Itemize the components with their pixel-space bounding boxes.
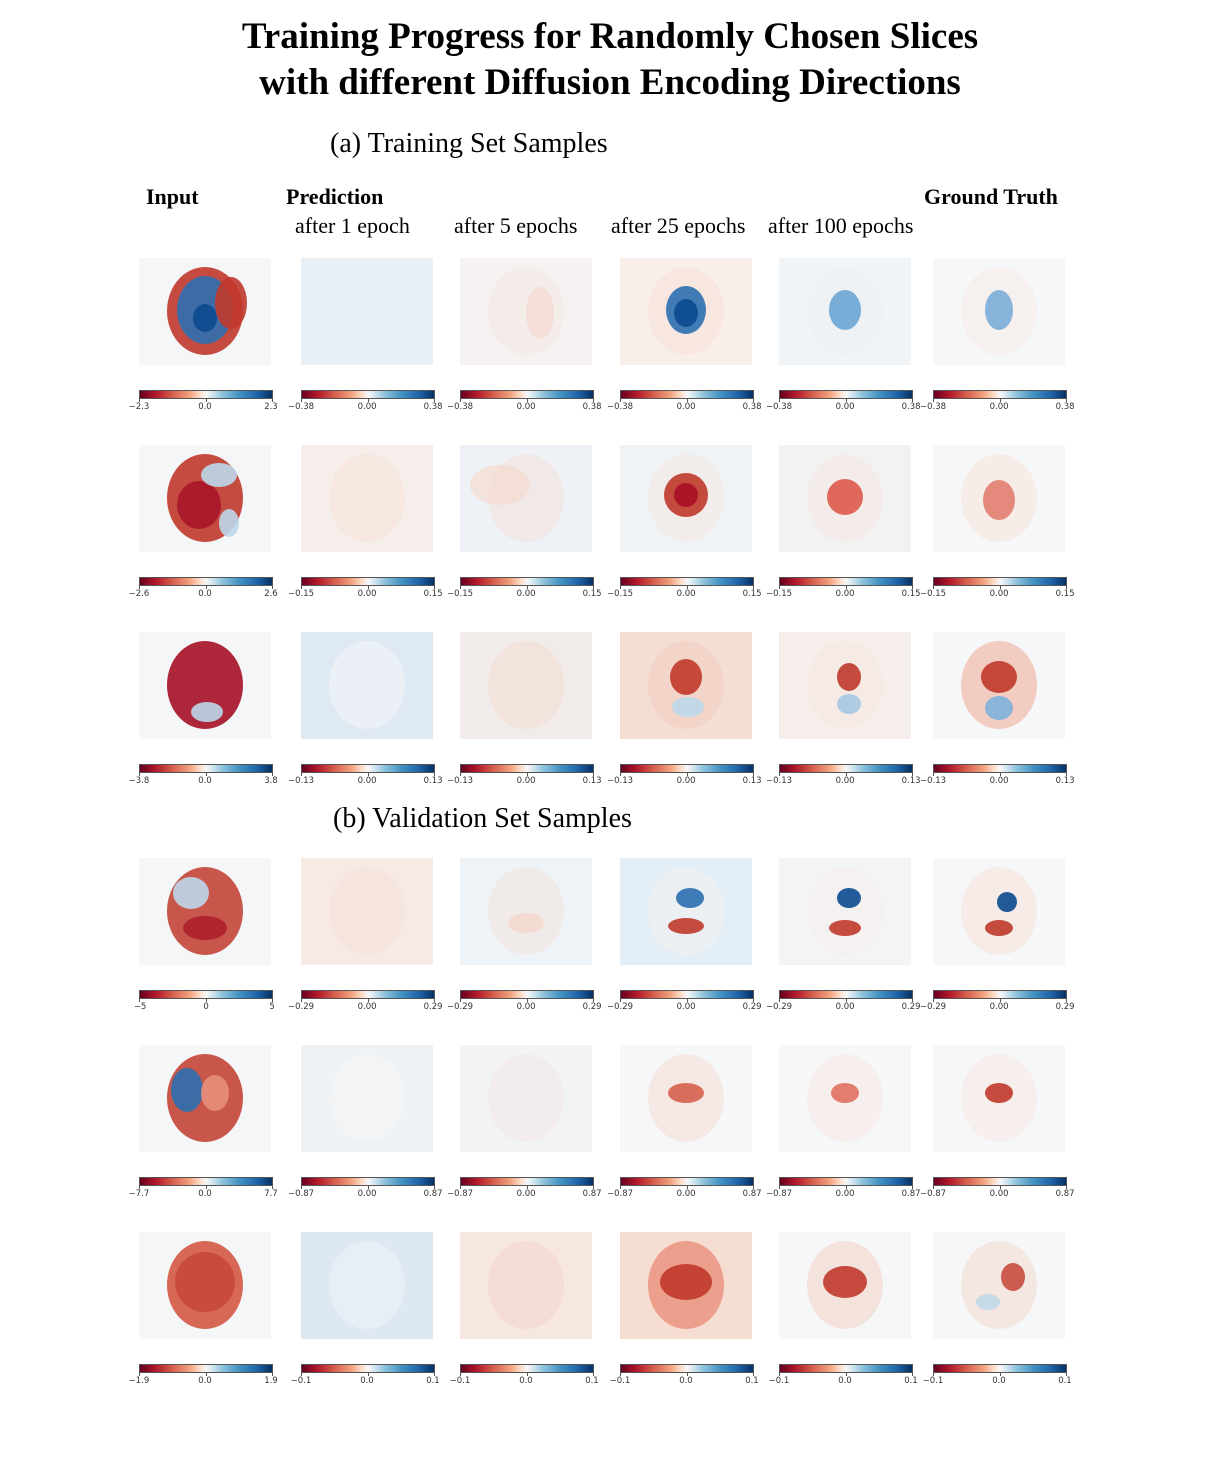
colorbar-tick-label: 0.0 [360,1376,374,1386]
colorbar-row4-ground-truth [920,990,1075,1012]
slice-image-row1-after-25-epochs [620,258,752,365]
colorbar-row4-after-1-epoch [288,990,443,1012]
colorbar-gradient [139,390,273,399]
slice-image-row5-ground-truth [933,1045,1065,1152]
colorbar-gradient [301,764,435,773]
colorbar-gradient [620,390,754,399]
colorbar-gradient [139,1177,273,1186]
signal-blob [676,888,704,908]
colorbar-tick-label: 0.87 [742,1189,762,1199]
colorbar-tick-label: 0.00 [676,776,696,786]
colorbar-tick-label: −0.13 [288,776,315,786]
colorbar-tick-label: −0.13 [447,776,474,786]
colorbar-gradient [460,1364,594,1373]
colorbar-tick-label: 0.00 [676,589,696,599]
colorbar-tick-label: −0.29 [447,1002,474,1012]
brain-slice-shape [329,1054,405,1142]
slice-image-row6-input [139,1232,271,1339]
colorbar-tick-label: −0.13 [766,776,793,786]
colorbar-gradient [933,1177,1067,1186]
colorbar-tick-label: 1.9 [264,1376,278,1386]
signal-blob [983,480,1015,520]
colorbar-tick-label: 0.13 [423,776,443,786]
signal-blob [177,481,221,529]
colorbar-tick-label: 0.38 [582,402,602,412]
colorbar-gradient [933,764,1067,773]
colorbar-gradient [779,990,913,999]
colorbar-tick-label: 0.0 [198,402,212,412]
colorbar-row4-after-100-epochs [766,990,921,1012]
signal-blob [193,304,217,332]
colorbar-row1-after-5-epochs [447,390,602,412]
colorbar-gradient [779,1364,913,1373]
brain-slice-shape [488,1054,564,1142]
slice-image-row1-after-1-epoch [301,258,433,365]
signal-blob [526,287,554,339]
colorbar-row3-after-1-epoch [288,764,443,786]
colorbar-tick-label: 0.00 [835,402,855,412]
colorbar-tick-label: −0.1 [609,1376,631,1386]
colorbar-tick-label: 0.87 [1055,1189,1075,1199]
colorbar-tick-label: 0.00 [835,1002,855,1012]
slice-image-row4-after-5-epochs [460,858,592,965]
slice-image-row6-after-100-epochs [779,1232,911,1339]
signal-blob [668,1083,704,1103]
colorbar-tick-label: 0.00 [989,1002,1009,1012]
colorbar-tick-label: 0.38 [423,402,443,412]
brain-slice-shape [329,1241,405,1329]
section-a-label: (a) Training Set Samples [330,128,608,159]
colorbar-tick-label: 0.38 [1055,402,1075,412]
colorbar-tick-label: −0.1 [290,1376,312,1386]
colorbar-tick-label: 0.00 [835,1189,855,1199]
colorbar-row5-input [128,1177,278,1199]
colorbar-tick-label: −0.15 [288,589,315,599]
colorbar-row2-after-25-epochs [607,577,762,599]
colorbar-tick-label: −2.6 [128,589,150,599]
slice-image-row1-after-5-epochs [460,258,592,365]
slice-image-row6-after-1-epoch [301,1232,433,1339]
slice-image-row3-input [139,632,271,739]
colorbar-tick-label: 0.00 [676,1002,696,1012]
slice-image-row6-ground-truth [933,1232,1065,1339]
colorbar-tick-label: 0.1 [745,1376,759,1386]
signal-blob [829,920,861,936]
colorbar-gradient [139,577,273,586]
slice-image-row5-after-5-epochs [460,1045,592,1152]
colorbar-tick-label: 0.29 [423,1002,443,1012]
slice-image-row4-after-1-epoch [301,858,433,965]
colorbar-row1-after-100-epochs [766,390,921,412]
colorbar-tick-label: −0.87 [288,1189,315,1199]
slice-image-row2-after-5-epochs [460,445,592,552]
slice-image-row1-ground-truth [933,258,1065,365]
slice-image-row6-after-5-epochs [460,1232,592,1339]
column-header-prediction: Prediction [286,184,384,209]
colorbar-row2-after-1-epoch [288,577,443,599]
colorbar-tick-label: 0.87 [582,1189,602,1199]
brain-slice-shape [488,867,564,955]
colorbar-tick-label: 0.1 [904,1376,918,1386]
title-line-1: Training Progress for Randomly Chosen Slices [241,16,979,57]
title-line-2: with different Diffusion Encoding Directions [259,62,961,103]
slice-image-row1-after-100-epochs [779,258,911,365]
colorbar-gradient [933,390,1067,399]
brain-slice-shape [648,867,724,955]
slice-image-row5-after-1-epoch [301,1045,433,1152]
colorbar-tick-label: −0.38 [288,402,315,412]
signal-blob [674,299,698,327]
colorbar-gradient [620,764,754,773]
colorbar-tick-label: −0.15 [920,589,947,599]
brain-slice-shape [488,1241,564,1329]
slice-image-row4-after-25-epochs [620,858,752,965]
colorbar-tick-label: 0.38 [901,402,921,412]
signal-blob [829,290,861,330]
colorbar-tick-label: 2.3 [264,402,278,412]
slice-image-row5-after-100-epochs [779,1045,911,1152]
colorbar-tick-label: −0.29 [920,1002,947,1012]
signal-blob [981,661,1017,693]
colorbar-tick-label: 0.15 [742,589,762,599]
colorbar-gradient [301,1177,435,1186]
colorbar-tick-label: 0.00 [357,1189,377,1199]
slice-image-row3-after-25-epochs [620,632,752,739]
colorbar-row6-input [128,1364,278,1386]
colorbar-tick-label: −0.87 [920,1189,947,1199]
colorbar-gradient [460,390,594,399]
colorbar-gradient [301,1364,435,1373]
colorbar-gradient [460,990,594,999]
colorbar-tick-label: 0.00 [989,776,1009,786]
signal-blob [985,1083,1013,1103]
colorbar-tick-label: −0.15 [447,589,474,599]
colorbar-row6-ground-truth [922,1364,1072,1386]
colorbar-gradient [779,577,913,586]
colorbar-tick-label: −0.38 [447,402,474,412]
colorbar-tick-label: 0.13 [901,776,921,786]
slice-image-row2-after-100-epochs [779,445,911,552]
colorbar-tick-label: 0.0 [679,1376,693,1386]
colorbar-row2-after-100-epochs [766,577,921,599]
signal-blob [976,1294,1000,1310]
section-b-label: (b) Validation Set Samples [333,803,632,834]
slice-image-row2-input [139,445,271,552]
signal-blob [201,463,237,487]
brain-slice-shape [329,867,405,955]
colorbar-tick-label: 0.15 [901,589,921,599]
signal-blob [508,913,544,933]
brain-slice-shape [329,641,405,729]
signal-blob [837,663,861,691]
colorbar-tick-label: −5 [133,1002,147,1012]
colorbar-tick-label: −0.38 [920,402,947,412]
colorbar-gradient [301,990,435,999]
column-header-after-25-epochs: after 25 epochs [611,213,746,238]
signal-blob [171,1068,203,1112]
colorbar-tick-label: 0.0 [198,1376,212,1386]
colorbar-tick-label: 0.13 [1055,776,1075,786]
colorbar-row5-ground-truth [920,1177,1075,1199]
colorbar-row4-after-5-epochs [447,990,602,1012]
brain-slice-shape [167,867,243,955]
colorbar-gradient [301,390,435,399]
signal-blob [997,892,1017,912]
brain-slice-shape [488,641,564,729]
colorbar-gradient [460,1177,594,1186]
signal-blob [175,1252,235,1312]
slice-image-row4-input [139,858,271,965]
colorbar-row3-after-5-epochs [447,764,602,786]
colorbar-tick-label: 0.87 [901,1189,921,1199]
colorbar-tick-label: −0.29 [607,1002,634,1012]
colorbar-tick-label: 0.1 [1058,1376,1072,1386]
signal-blob [672,697,704,717]
colorbar-tick-label: −0.1 [449,1376,471,1386]
colorbar-row5-after-5-epochs [447,1177,602,1199]
brain-slice-shape [961,1241,1037,1329]
signal-blob [985,920,1013,936]
colorbar-row1-after-25-epochs [607,390,762,412]
colorbar-tick-label: −0.1 [922,1376,944,1386]
colorbar-tick-label: 0.0 [519,1376,533,1386]
signal-blob [470,465,530,505]
colorbar-row5-after-100-epochs [766,1177,921,1199]
column-header-after-100-epochs: after 100 epochs [768,213,914,238]
colorbar-tick-label: 7.7 [264,1189,278,1199]
colorbar-row5-after-1-epoch [288,1177,443,1199]
colorbar-row2-ground-truth [920,577,1075,599]
colorbar-tick-label: −2.3 [128,402,150,412]
slice-image-row3-after-1-epoch [301,632,433,739]
colorbar-tick-label: 0 [203,1002,209,1012]
colorbar-row4-after-25-epochs [607,990,762,1012]
signal-blob [1001,1263,1025,1291]
colorbar-row1-after-1-epoch [288,390,443,412]
colorbar-row5-after-25-epochs [607,1177,762,1199]
colorbar-tick-label: 0.00 [357,1002,377,1012]
colorbar-tick-label: −0.87 [607,1189,634,1199]
colorbar-tick-label: 2.6 [264,589,278,599]
colorbar-tick-label: −0.87 [447,1189,474,1199]
signal-blob [173,877,209,909]
colorbar-tick-label: 0.0 [992,1376,1006,1386]
colorbar-tick-label: 0.00 [357,776,377,786]
slice-image-row2-after-25-epochs [620,445,752,552]
colorbar-tick-label: 0.00 [516,589,536,599]
colorbar-tick-label: −0.38 [766,402,793,412]
colorbar-gradient [139,1364,273,1373]
colorbar-tick-label: 0.00 [516,776,536,786]
colorbar-row6-after-1-epoch [290,1364,440,1386]
colorbar-tick-label: −0.15 [607,589,634,599]
colorbar-tick-label: 3.8 [264,776,278,786]
colorbar-gradient [620,1177,754,1186]
colorbar-tick-label: −0.38 [607,402,634,412]
colorbar-gradient [779,390,913,399]
colorbar-row2-input [128,577,278,599]
colorbar-row1-input [128,390,278,412]
colorbar-tick-label: −0.87 [766,1189,793,1199]
signal-blob [660,1264,712,1300]
colorbar-gradient [301,577,435,586]
colorbar-gradient [620,1364,754,1373]
colorbar-row3-after-100-epochs [766,764,921,786]
colorbar-tick-label: 0.00 [835,776,855,786]
colorbar-tick-label: −7.7 [128,1189,150,1199]
colorbar-gradient [933,990,1067,999]
slice-image-row5-after-25-epochs [620,1045,752,1152]
colorbar-tick-label: 0.0 [198,589,212,599]
colorbar-tick-label: −0.1 [768,1376,790,1386]
colorbar-gradient [933,1364,1067,1373]
colorbar-tick-label: −0.13 [920,776,947,786]
brain-slice-shape [329,267,405,355]
colorbar-tick-label: 0.13 [742,776,762,786]
colorbar-tick-label: −0.13 [607,776,634,786]
brain-slice-shape [807,867,883,955]
column-header-input: Input [146,184,199,209]
colorbar-tick-label: 0.00 [516,1002,536,1012]
signal-blob [985,290,1013,330]
slice-image-row2-after-1-epoch [301,445,433,552]
colorbar-tick-label: 0.0 [198,776,212,786]
colorbar-tick-label: −0.29 [766,1002,793,1012]
brain-slice-shape [329,454,405,542]
signal-blob [670,659,702,695]
signal-blob [837,694,861,714]
signal-blob [823,1266,867,1298]
colorbar-row1-ground-truth [920,390,1075,412]
signal-blob [837,888,861,908]
colorbar-tick-label: 0.38 [742,402,762,412]
signal-blob [191,702,223,722]
slice-image-row1-input [139,258,271,365]
colorbar-tick-label: −0.15 [766,589,793,599]
signal-blob [985,696,1013,720]
colorbar-tick-label: 0.15 [582,589,602,599]
colorbar-tick-label: −3.8 [128,776,150,786]
signal-blob [831,1083,859,1103]
colorbar-row6-after-25-epochs [609,1364,759,1386]
colorbar-gradient [620,990,754,999]
slice-image-row4-after-100-epochs [779,858,911,965]
colorbar-tick-label: 0.13 [582,776,602,786]
colorbar-tick-label: 0.0 [198,1189,212,1199]
colorbar-tick-label: 0.15 [1055,589,1075,599]
signal-blob [219,509,239,537]
colorbar-tick-label: 0.1 [585,1376,599,1386]
slice-image-row3-ground-truth [933,632,1065,739]
colorbar-tick-label: 0.00 [357,402,377,412]
signal-blob [674,483,698,507]
colorbar-gradient [779,1177,913,1186]
colorbar-row2-after-5-epochs [447,577,602,599]
slice-image-row4-ground-truth [933,858,1065,965]
signal-blob [183,916,227,940]
signal-blob [668,918,704,934]
colorbar-tick-label: 0.29 [582,1002,602,1012]
colorbar-gradient [460,764,594,773]
colorbar-gradient [933,577,1067,586]
colorbar-tick-label: −0.29 [288,1002,315,1012]
colorbar-tick-label: 0.00 [516,402,536,412]
colorbar-tick-label: 0.29 [1055,1002,1075,1012]
slice-image-row6-after-25-epochs [620,1232,752,1339]
colorbar-tick-label: 0.87 [423,1189,443,1199]
colorbar-row4-input [133,990,275,1012]
signal-blob [827,479,863,515]
colorbar-tick-label: 0.0 [838,1376,852,1386]
colorbar-row3-after-25-epochs [607,764,762,786]
colorbar-tick-label: 0.00 [676,1189,696,1199]
colorbar-gradient [620,577,754,586]
slice-image-row3-after-100-epochs [779,632,911,739]
colorbar-row3-input [128,764,278,786]
colorbar-tick-label: 0.00 [357,589,377,599]
colorbar-row3-ground-truth [920,764,1075,786]
brain-slice-shape [961,867,1037,955]
colorbar-tick-label: 0.00 [989,589,1009,599]
slice-image-row3-after-5-epochs [460,632,592,739]
colorbar-tick-label: 0.29 [742,1002,762,1012]
colorbar-tick-label: 0.00 [989,1189,1009,1199]
column-header-ground-truth: Ground Truth [924,184,1058,209]
signal-blob [201,1075,229,1111]
colorbar-tick-label: 0.00 [516,1189,536,1199]
colorbar-tick-label: 0.1 [426,1376,440,1386]
colorbar-gradient [460,577,594,586]
slice-image-row5-input [139,1045,271,1152]
signal-blob [215,277,247,329]
colorbar-tick-label: 0.00 [989,402,1009,412]
colorbar-tick-label: 0.15 [423,589,443,599]
colorbar-gradient [139,764,273,773]
colorbar-gradient [779,764,913,773]
column-header-after-5-epochs: after 5 epochs [454,213,578,238]
colorbar-tick-label: 0.29 [901,1002,921,1012]
slice-image-row2-ground-truth [933,445,1065,552]
figure-title [0,14,1220,106]
colorbar-tick-label: 5 [269,1002,275,1012]
colorbar-row6-after-5-epochs [449,1364,599,1386]
colorbar-tick-label: 0.00 [676,402,696,412]
colorbar-gradient [139,990,273,999]
colorbar-tick-label: −1.9 [128,1376,150,1386]
colorbar-row6-after-100-epochs [768,1364,918,1386]
column-header-after-1-epoch: after 1 epoch [295,213,410,238]
colorbar-tick-label: 0.00 [835,589,855,599]
